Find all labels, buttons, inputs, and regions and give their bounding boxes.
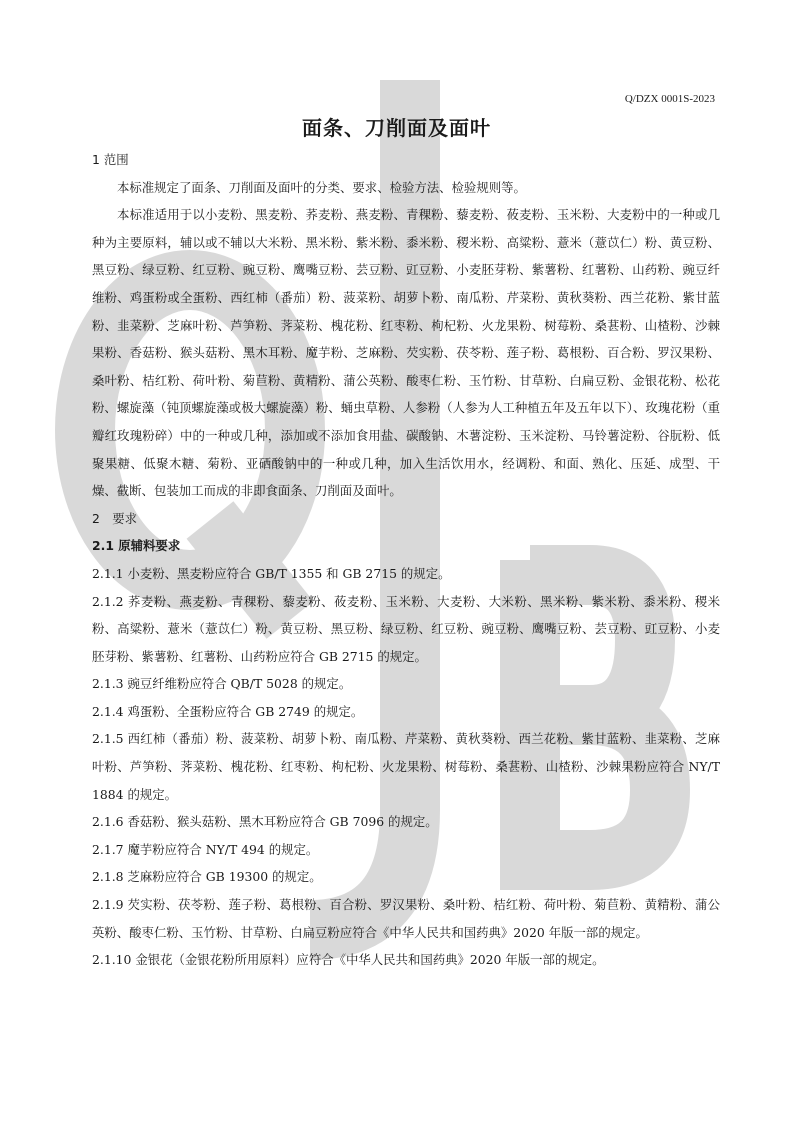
scope-paragraph-2: 本标准适用于以小麦粉、黑麦粉、荞麦粉、燕麦粉、青稞粉、藜麦粉、莜麦粉、玉米粉、大麦粉中的一种或几种为主要原料，辅以或不辅以大米粉、黑米粉、紫米粉、黍米粉、稷米粉、高粱粉、薏米（薏苡仁）粉、黄豆粉、黑豆粉、绿豆粉、红豆粉、豌豆粉、鹰嘴豆粉、芸豆粉、豇豆粉、小麦胚芽粉、紫薯粉、红薯粉、山药粉、豌豆纤维粉、鸡蛋粉或全蛋粉、西红柿（番茄）粉、菠菜粉、胡萝卜粉、南瓜粉、芹菜粉、黄秋葵粉、西兰花粉、紫甘蓝粉、韭菜粉、芝麻叶粉、芦笋粉、荠菜粉、槐花粉、红枣粉、枸杞粉、火龙果粉、树莓粉、桑葚粉、山楂粉、沙棘果粉、香菇粉、猴头菇粉、黑木耳粉、魔芋粉、芝麻粉、芡实粉、茯苓粉、莲子粉、葛根粉、百合粉、罗汉果粉、桑叶粉、桔红粉、荷叶粉、菊苣粉、黄精粉、蒲公英粉、酸枣仁粉、玉竹粉、甘草粉、白扁豆粉、金银花粉、松花粉、螺旋藻（钝顶螺旋藻或极大螺旋藻）粉、蛹虫草粉、人参粉（人参为人工种植五年及五年以下）、玫瑰花粉（重瓣红玫瑰粉碎）中的一种或几种，添加或不添加食用盐、碳酸钠、木薯淀粉、玉米淀粉、马铃薯淀粉、谷朊粉、低聚果糖、低聚木糖、菊粉、亚硒酸钠中的一种或几种，加入生活饮用水，经调粉、和面、熟化、压延、成型、干燥、截断、包装加工而成的非即食面条、刀削面及面叶。 (92, 207, 720, 499)
clause-item: 2.1.9 芡实粉、茯苓粉、莲子粉、葛根粉、百合粉、罗汉果粉、桑叶粉、桔红粉、荷叶粉、菊苣粉、黄精粉、蒲公英粉、酸枣仁粉、玉竹粉、甘草粉、白扁豆粉应符合《中华人民共和国药典》2020 年版一部的规定。 (92, 897, 720, 940)
subsection-heading-raw-materials: 2.1 原辅料要求 (92, 538, 181, 554)
clause-item: 2.1.5 西红柿（番茄）粉、菠菜粉、胡萝卜粉、南瓜粉、芹菜粉、黄秋葵粉、西兰花粉、紫甘蓝粉、韭菜粉、芝麻叶粉、芦笋粉、荠菜粉、槐花粉、红枣粉、枸杞粉、火龙果粉、树莓粉、桑葚粉、山楂粉、沙棘果粉应符合 NY/T 1884 的规定。 (92, 731, 720, 802)
section-heading-scope: 1 范围 (92, 152, 129, 167)
clause-item: 2.1.3 豌豆纤维粉应符合 QB/T 5028 的规定。 (92, 676, 352, 692)
scope-paragraph-1: 本标准规定了面条、刀削面及面叶的分类、要求、检验方法、检验规则等。 (117, 179, 526, 195)
clause-item: 2.1.1 小麦粉、黑麦粉应符合 GB/T 1355 和 GB 2715 的规定。 (92, 565, 451, 581)
clause-item: 2.1.2 荞麦粉、燕麦粉、青稞粉、藜麦粉、莜麦粉、玉米粉、大麦粉、大米粉、黑米粉、紫米粉、黍米粉、稷米粉、高粱粉、薏米（薏苡仁）粉、黄豆粉、黑豆粉、绿豆粉、红豆粉、豌豆粉、鹰嘴豆粉、芸豆粉、豇豆粉、小麦胚芽粉、紫薯粉、红薯粉、山药粉应符合 GB 2715 的规定。 (92, 593, 720, 664)
document-code: Q/DZX 0001S-2023 (624, 93, 715, 105)
document-body (92, 146, 720, 974)
document-title: 面条、刀削面及面叶 (302, 116, 491, 140)
section-heading-requirements: 2 要求 (92, 510, 138, 526)
clause-item: 2.1.7 魔芋粉应符合 NY/T 494 的规定。 (92, 841, 319, 857)
clause-item: 2.1.10 金银花（金银花粉所用原料）应符合《中华人民共和国药典》2020 年版一部的规定。 (92, 952, 605, 968)
clause-item: 2.1.6 香菇粉、猴头菇粉、黑木耳粉应符合 GB 7096 的规定。 (92, 814, 438, 830)
clause-item: 2.1.8 芝麻粉应符合 GB 19300 的规定。 (92, 869, 322, 885)
clause-item: 2.1.4 鸡蛋粉、全蛋粉应符合 GB 2749 的规定。 (92, 703, 364, 719)
